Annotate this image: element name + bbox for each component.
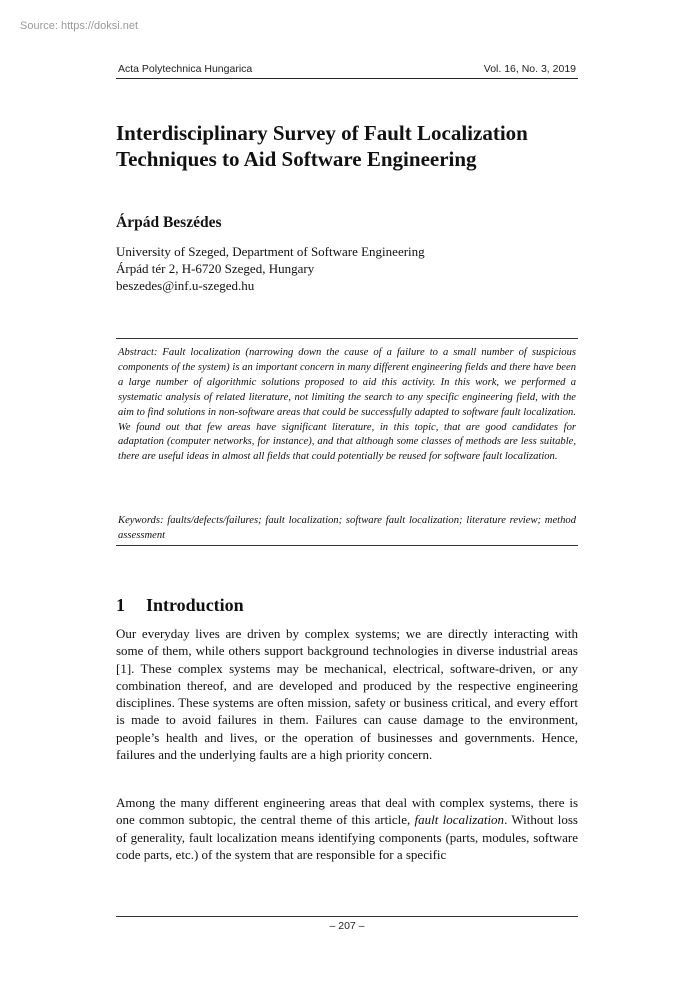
journal-volume: Vol. 16, No. 3, 2019: [483, 63, 576, 75]
abstract-box: [116, 338, 578, 546]
source-watermark: Source: https://doksi.net: [20, 20, 139, 32]
section-title: Introduction: [146, 595, 244, 615]
running-header: [116, 62, 578, 79]
body-paragraph: [116, 794, 578, 863]
author-affiliation: [116, 243, 578, 294]
title-line: Interdisciplinary Survey of Fault Localization: [116, 121, 528, 145]
journal-name: Acta Polytechnica Hungarica: [118, 63, 253, 75]
affiliation-address: Árpád tér 2, H-6720 Szeged, Hungary: [116, 261, 315, 276]
footer-rule: [116, 916, 578, 917]
author-email[interactable]: beszedes@inf.u-szeged.hu: [116, 278, 255, 293]
page-number: – 207 –: [329, 920, 365, 932]
abstract-text: Abstract: Fault localization (narrowing down the cause of a failure to a small number of suspicious components of the system) is an important concern in many different engineering fields and there have been a large number of algorithmic solutions proposed to aid this activity. In this work, we performed a systematic analysis of related literature, not limiting the search to any specific engineering field, with the aim to find solutions in non-software areas that could be successfully adapted to software fault localization. We found out that few areas have significant literature, in this topic, that are good candidates for adaptation (computer networks, for instance), and that although some classes of methods are less suitable, there are useful ideas in almost all fields that could potentially be reused for software fault localization.: [118, 347, 576, 463]
author-name: Árpád Beszédes: [116, 214, 222, 231]
title-line: Techniques to Aid Software Engineering: [116, 147, 477, 171]
section-heading: [116, 595, 244, 616]
section-number: 1: [116, 595, 125, 615]
paragraph-text: Among the many different engineering areas that deal with complex systems, there is one common subtopic, the central theme of this article,: [116, 795, 578, 828]
emphasized-term: fault localization: [414, 812, 505, 828]
paragraph-text: . Without loss of generality, fault localization means identifying components (parts, modules, software code parts, etc.) of the system that are responsible for a specific: [116, 812, 578, 862]
affiliation-institution: University of Szeged, Department of Software Engineering: [116, 244, 425, 259]
keywords-text: Keywords: faults/defects/failures; fault localization; software fault localization; literature review; method assessment: [118, 515, 576, 541]
paper-title: [116, 120, 578, 172]
body-paragraph: Our everyday lives are driven by complex systems; we are directly interacting with some of them, while others support background technologies in diverse industrial areas [1]. These complex systems may be mechanical, electrical, software-driven, or any combination thereof, and are developed and produced by the respective engineering disciplines. These systems are often mission, safety or business critical, and every effort is made to avoid failures in them. Failures can cause damage to the environment, people’s health and lives, or the operation of businesses and governments. Hence, failures and the underlying faults are a high priority concern.: [116, 626, 578, 763]
